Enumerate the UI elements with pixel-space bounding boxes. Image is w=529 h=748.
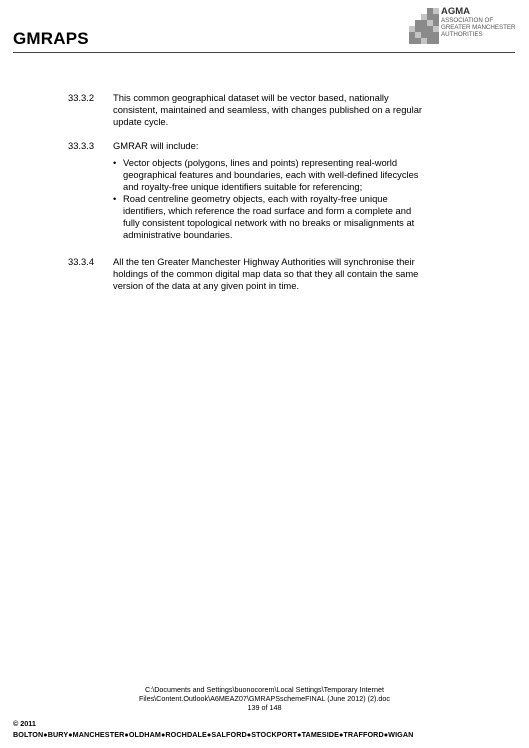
bullet-marker: • (113, 157, 117, 168)
agma-logo-line-3: AUTHORITIES (441, 31, 483, 39)
text-line: administrative boundaries. (123, 229, 233, 240)
text-line: identifiers, which reference the road surface and form a complete and (123, 205, 412, 216)
section-text (113, 140, 473, 152)
text-line: consistent, maintained and seamless, with changes published on a regular (113, 104, 423, 115)
text-line: version of the data at any given point in time. (113, 280, 300, 291)
text-line: geographical features and boundaries, each with well-defined lifecycles (123, 169, 419, 180)
agma-logo (405, 4, 523, 50)
text-line: update cycle. (113, 116, 169, 127)
section-text (113, 256, 473, 292)
text-line: This common geographical dataset will be vector based, nationally (113, 92, 389, 103)
text-line: Road centreline geometry objects, each with royalty-free unique (123, 193, 388, 204)
section-number: 33.3.4 (68, 256, 95, 267)
agma-logo-line-2: GREATER MANCHESTER (441, 24, 516, 32)
text-line: and royalty-free unique identifiers suitable for referencing; (123, 181, 363, 192)
bullet-marker: • (113, 193, 117, 204)
agma-logo-name: AGMA (441, 6, 471, 17)
section-number: 33.3.2 (68, 92, 95, 103)
member-towns: BOLTON●BURY●MANCHESTER●OLDHAM●ROCHDALE●SALFORD●STOCKPORT●TAMESIDE●TRAFFORD●WIGAN (13, 730, 414, 739)
page-number: 139 of 148 (247, 703, 282, 712)
file-path-line: C:\Documents and Settings\buonocorem\Local Settings\Temporary Internet (145, 685, 384, 694)
copyright-notice: © 2011 (13, 719, 36, 728)
agma-logo-line-1: ASSOCIATION OF (441, 17, 494, 24)
document-title: GMRAPS (13, 29, 89, 48)
list-item (113, 193, 473, 241)
text-line: holdings of the common digital map data so that they all contain the same (113, 268, 419, 279)
text-line: Vector objects (polygons, lines and points) representing real-world (123, 157, 398, 168)
footer-file-path (60, 685, 469, 712)
bullet-list (113, 157, 473, 241)
file-path-line: Files\Content.Outlook\A6MEAZ07\GMRAPSschemeFINAL (June 2012) (2).doc (138, 694, 390, 703)
page-header (0, 0, 529, 60)
list-item (113, 157, 473, 193)
section-number: 33.3.3 (68, 140, 95, 151)
text-line: All the ten Greater Manchester Highway Authorities will synchronise their (113, 256, 415, 267)
section-text (113, 92, 473, 128)
text-line: GMRAR will include: (113, 140, 199, 151)
agma-logo-text (441, 7, 516, 39)
text-line: fully consistent topological network with no breaks or misalignments at (123, 217, 415, 228)
header-divider (13, 52, 515, 53)
agma-logo-mark-icon (405, 6, 441, 48)
